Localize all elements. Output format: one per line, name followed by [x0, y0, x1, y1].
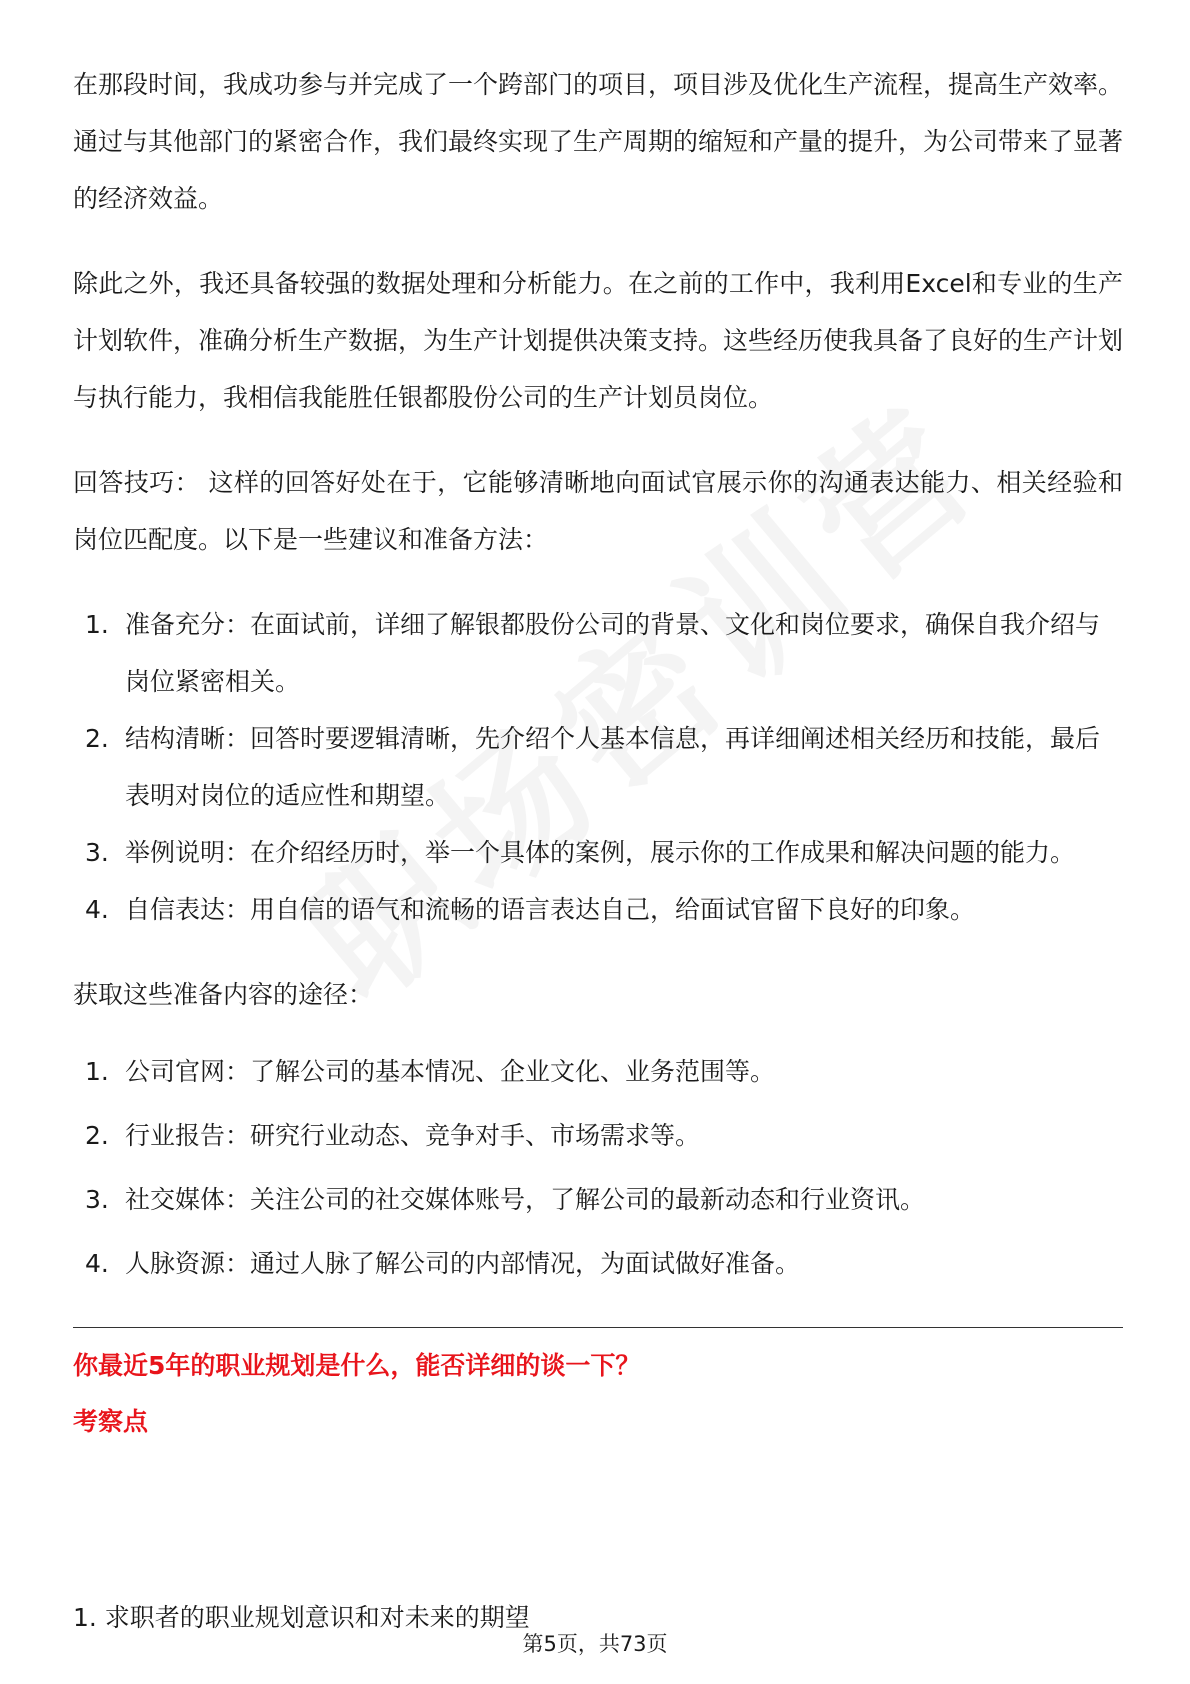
question-heading: 你最近5年的职业规划是什么，能否详细的谈一下？: [73, 1351, 641, 1380]
subheading-assessment-points: 考察点: [73, 1407, 149, 1436]
list-item: 1. 准备充分：在面试前，详细了解银都股份公司的背景、文化和岗位要求，确保自我介绍与岗位紧密相关。: [85, 610, 1101, 696]
list-item: 4. 人脉资源：通过人脉了解公司的内部情况，为面试做好准备。: [85, 1249, 801, 1278]
document-page: [73, 56, 1123, 1442]
list-item: 2. 行业报告：研究行业动态、竞争对手、市场需求等。: [85, 1121, 701, 1150]
list-item: 3. 举例说明：在介绍经历时，举一个具体的案例，展示你的工作成果和解决问题的能力。: [85, 838, 1076, 867]
sources-list: [73, 1053, 1123, 1283]
paragraph-project: 在那段时间，我成功参与并完成了一个跨部门的项目，项目涉及优化生产流程，提高生产效率。通过与其他部门的紧密合作，我们最终实现了生产周期的缩短和产量的提升，为公司带来了显著的经济效益。: [73, 70, 1124, 213]
paragraph-tips-intro: 回答技巧： 这样的回答好处在于，它能够清晰地向面试官展示你的沟通表达能力、相关经验和岗位匹配度。以下是一些建议和准备方法：: [73, 468, 1123, 554]
sources-title: 获取这些准备内容的途径：: [73, 980, 374, 1009]
cut-off-list-item: 1. 求职者的职业规划意识和对未来的期望: [73, 1603, 530, 1632]
list-item: 1. 公司官网：了解公司的基本情况、企业文化、业务范围等。: [85, 1057, 776, 1086]
paragraph-skills: 除此之外，我还具备较强的数据处理和分析能力。在之前的工作中，我利用Excel和专业的生产计划软件，准确分析生产数据，为生产计划提供决策支持。这些经历使我具备了良好的生产计划与执行能力，我相信我能胜任银都股份公司的生产计划员岗位。: [73, 269, 1124, 412]
list-item: 3. 社交媒体：关注公司的社交媒体账号，了解公司的最新动态和行业资讯。: [85, 1185, 926, 1214]
list-item: 2. 结构清晰：回答时要逻辑清晰，先介绍个人基本信息，再详细阐述相关经历和技能，最后表明对岗位的适应性和期望。: [85, 724, 1101, 810]
list-item: 4. 自信表达：用自信的语气和流畅的语言表达自己，给面试官留下良好的印象。: [85, 895, 976, 924]
page-number: 第5页，共73页: [522, 1632, 668, 1656]
tips-list: [73, 596, 1123, 938]
